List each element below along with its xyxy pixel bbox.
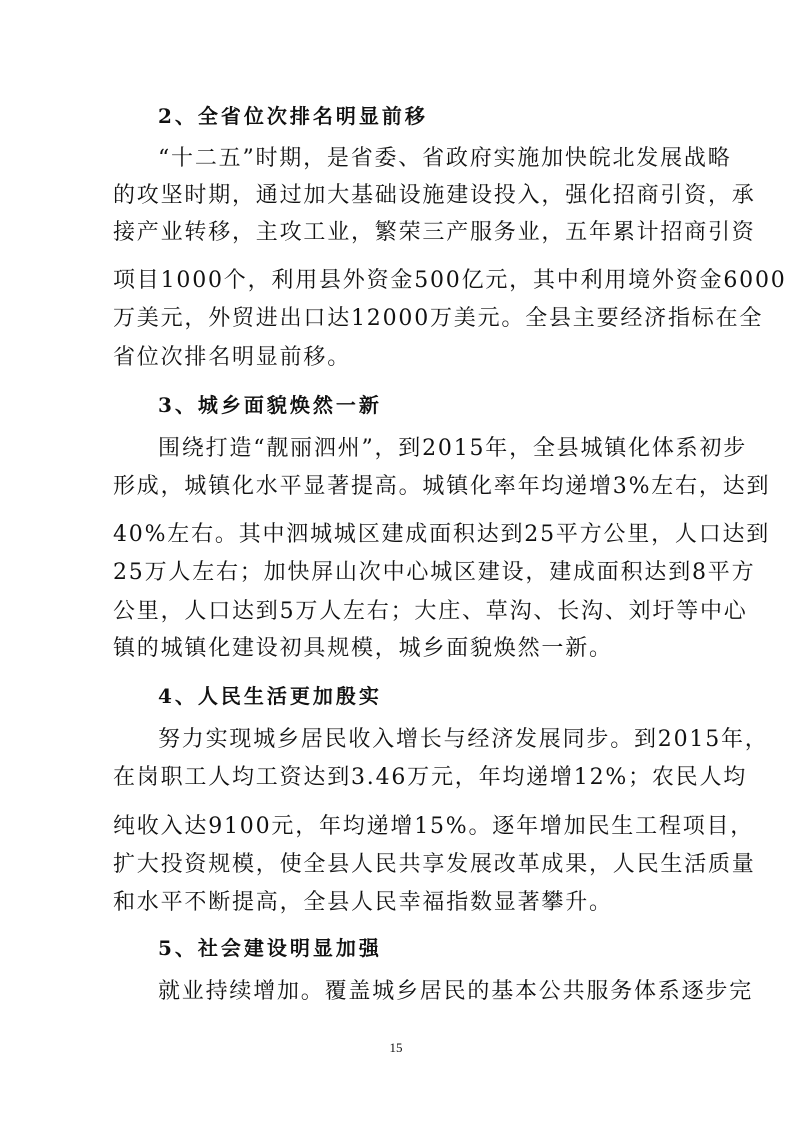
paragraph-line: 纯收入达9100元，年均递增15%。逐年增加民生工程项目， — [113, 814, 755, 839]
paragraph-line: 省位次排名明显前移。 — [113, 345, 352, 370]
paragraph-line: 形成，城镇化水平显著提高。城镇化率年均递增3%左右，达到 — [113, 474, 771, 499]
paragraph-line: 接产业转移，主攻工业，繁荣三产服务业，五年累计招商引资 — [113, 220, 756, 245]
paragraph-line: 项目1000个，利用县外资金500亿元，其中利用境外资金6000 — [113, 268, 787, 293]
section-heading-5: 5、社会建设明显加强 — [158, 936, 382, 960]
paragraph-line: 就业持续增加。覆盖城乡居民的基本公共服务体系逐步完 — [158, 979, 754, 1004]
paragraph-line: 25万人左右；加快屏山次中心城区建设，建成面积达到8平方 — [113, 560, 756, 585]
paragraph-line: 镇的城镇化建设初具规模，城乡面貌焕然一新。 — [113, 636, 613, 661]
paragraph-line: 努力实现城乡居民收入增长与经济发展同步。到2015年， — [158, 727, 769, 752]
section-heading-4: 4、人民生活更加殷实 — [158, 684, 382, 708]
paragraph-line: 扩大投资规模，使全县人民共享发展改革成果，人民生活质量 — [113, 852, 756, 877]
paragraph-line: 公里，人口达到5万人左右；大庄、草沟、长沟、刘圩等中心 — [113, 599, 748, 624]
paragraph-line: 万美元，外贸进出口达12000万美元。全县主要经济指标在全 — [113, 306, 764, 331]
section-heading-2: 2、全省位次排名明显前移 — [158, 104, 428, 128]
section-heading-3: 3、城乡面貌焕然一新 — [158, 393, 382, 417]
paragraph-line: 的攻坚时期，通过加大基础设施建设投入，强化招商引资，承 — [113, 183, 756, 208]
paragraph-line: 围绕打造“靓丽泗州”，到2015年，全县城镇化体系初步 — [158, 436, 748, 461]
paragraph-line: 和水平不断提高，全县人民幸福指数显著攀升。 — [113, 890, 613, 915]
paragraph-line: 40%左右。其中泗城城区建成面积达到25平方公里，人口达到 — [113, 522, 771, 547]
paragraph-line: “十二五”时期，是省委、省政府实施加快皖北发展战略 — [158, 146, 732, 171]
page-number: 15 — [389, 1040, 403, 1055]
paragraph-line: 在岗职工人均工资达到3.46万元，年均递增12%；农民人均 — [113, 765, 748, 790]
